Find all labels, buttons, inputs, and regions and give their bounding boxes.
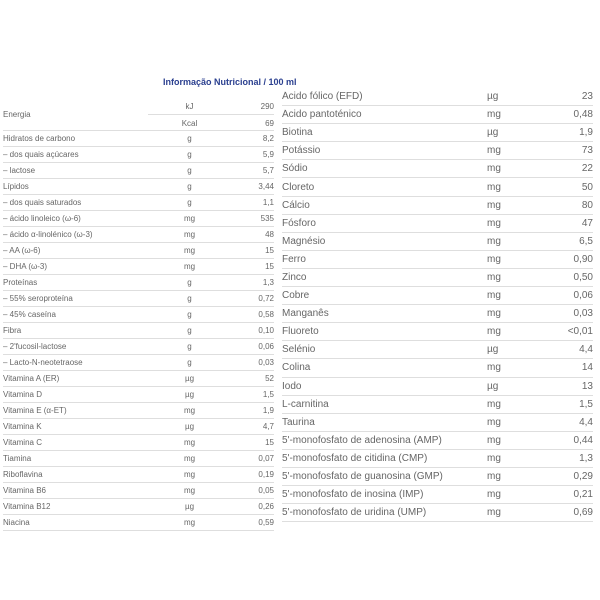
nutrient-value: 535 xyxy=(260,214,274,223)
table-row xyxy=(282,142,593,160)
table-title: Informação Nutricional / 100 ml xyxy=(163,77,297,87)
nutrient-value: 6,5 xyxy=(579,235,593,247)
nutrient-value: 0,21 xyxy=(573,489,593,501)
table-row xyxy=(3,403,274,419)
nutrient-unit: mg xyxy=(487,416,501,428)
right-rows xyxy=(282,88,593,522)
nutrient-value: 3,44 xyxy=(258,182,274,191)
nutrient-unit: mg xyxy=(487,217,501,229)
nutrient-unit: mg xyxy=(183,246,196,255)
table-row xyxy=(282,323,593,341)
nutrient-value: 47 xyxy=(581,217,593,229)
nutrient-label: 5'-monofosfato de inosina (IMP) xyxy=(282,489,424,501)
nutrient-label: Tiamina xyxy=(3,454,32,463)
nutrient-unit: mg xyxy=(487,434,501,446)
nutrient-unit: µg xyxy=(184,390,195,399)
table-row xyxy=(3,259,274,275)
nutrient-unit: g xyxy=(187,198,192,207)
energy-values xyxy=(148,99,274,130)
nutrient-value: 5,9 xyxy=(262,150,274,159)
nutrient-value: 0,48 xyxy=(573,109,593,121)
nutrient-unit: µg xyxy=(487,91,499,103)
table-row xyxy=(282,504,593,522)
table-row xyxy=(282,197,593,215)
nutrient-unit: mg xyxy=(183,470,196,479)
nutrient-value: 0,69 xyxy=(573,507,593,519)
nutrient-unit: mg xyxy=(487,489,501,501)
nutrient-label: Selénio xyxy=(282,344,316,356)
nutrient-value: 15 xyxy=(265,246,274,255)
nutrient-unit: mg xyxy=(183,518,196,527)
nutrient-value: <0,01 xyxy=(567,326,593,338)
energy-kj-row xyxy=(148,99,274,115)
nutrient-value: 1,9 xyxy=(579,127,593,139)
nutrient-value: 1,5 xyxy=(579,398,593,410)
nutrient-label: Vitamina B12 xyxy=(3,502,51,511)
table-row xyxy=(3,339,274,355)
energy-label: Energia xyxy=(3,110,31,119)
table-row xyxy=(282,251,593,269)
nutrient-label: 5'-monofosfato de adenosina (AMP) xyxy=(282,434,442,446)
nutrient-label: – dos quais açúcares xyxy=(3,150,79,159)
nutrient-unit: mg xyxy=(487,253,501,265)
nutrient-value: 1,9 xyxy=(262,406,274,415)
table-row xyxy=(282,396,593,414)
nutrient-label: – dos quais saturados xyxy=(3,198,82,207)
nutrient-unit: mg xyxy=(487,271,501,283)
nutrient-unit: mg xyxy=(487,326,501,338)
nutrient-value: 73 xyxy=(581,145,593,157)
nutrient-value: 1,5 xyxy=(262,390,274,399)
nutrient-unit: mg xyxy=(183,230,196,239)
nutrient-value: 15 xyxy=(265,438,274,447)
nutrient-unit: g xyxy=(187,278,192,287)
nutrient-unit: g xyxy=(187,150,192,159)
nutrient-label: Riboflavina xyxy=(3,470,43,479)
nutrient-value: 0,03 xyxy=(573,308,593,320)
nutrient-label: Sódio xyxy=(282,163,308,175)
nutrient-label: – DHA (ω-3) xyxy=(3,262,48,271)
table-row xyxy=(3,163,274,179)
nutrient-value: 0,26 xyxy=(258,502,274,511)
table-row xyxy=(282,215,593,233)
nutrient-value: 0,03 xyxy=(258,358,274,367)
nutrient-unit: µg xyxy=(184,422,195,431)
nutrient-value: 0,06 xyxy=(573,290,593,302)
nutrient-label: – Lacto-N-neotetraose xyxy=(3,358,83,367)
table-row xyxy=(3,371,274,387)
table-row xyxy=(3,291,274,307)
nutrient-label: Lípidos xyxy=(3,182,29,191)
nutrient-label: Vitamina D xyxy=(3,390,42,399)
nutrient-value: 50 xyxy=(581,181,593,193)
table-row xyxy=(3,307,274,323)
nutrient-label: Magnésio xyxy=(282,235,326,247)
nutrient-value: 0,29 xyxy=(573,471,593,483)
table-row xyxy=(282,378,593,396)
table-row xyxy=(282,486,593,504)
nutrient-unit: µg xyxy=(487,344,499,356)
table-row xyxy=(3,179,274,195)
nutrient-unit: g xyxy=(187,326,192,335)
table-row xyxy=(3,355,274,371)
table-row xyxy=(282,341,593,359)
nutrient-label: Iodo xyxy=(282,380,302,392)
nutrient-value: 23 xyxy=(581,91,593,103)
nutrient-label: 5'-monofosfato de guanosina (GMP) xyxy=(282,471,443,483)
nutrient-label: Vitamina K xyxy=(3,422,42,431)
table-row xyxy=(282,414,593,432)
table-row xyxy=(3,275,274,291)
nutrient-unit: mg xyxy=(487,145,501,157)
table-row xyxy=(282,178,593,196)
nutrient-label: 5'-monofosfato de citidina (CMP) xyxy=(282,452,428,464)
table-row xyxy=(282,124,593,142)
nutrient-unit: µg xyxy=(184,502,195,511)
nutrient-value: 14 xyxy=(581,362,593,374)
nutrient-label: Cobre xyxy=(282,290,310,302)
nutrient-unit: mg xyxy=(487,163,501,175)
nutrient-unit: g xyxy=(187,182,192,191)
energy-unit: Kcal xyxy=(181,118,198,128)
nutrient-unit: g xyxy=(187,134,192,143)
nutrient-unit: mg xyxy=(183,214,196,223)
nutrient-label: Colina xyxy=(282,362,311,374)
nutrient-value: 22 xyxy=(581,163,593,175)
table-row xyxy=(3,387,274,403)
nutrient-label: L-carnitina xyxy=(282,398,329,410)
nutrient-label: Ferro xyxy=(282,253,306,265)
nutrient-value: 4,4 xyxy=(579,416,593,428)
nutrient-value: 52 xyxy=(265,374,274,383)
table-row xyxy=(282,269,593,287)
nutrient-value: 0,05 xyxy=(258,486,274,495)
nutrient-value: 80 xyxy=(581,199,593,211)
nutrient-label: Fibra xyxy=(3,326,22,335)
nutrient-unit: mg xyxy=(183,438,196,447)
nutrient-unit: mg xyxy=(487,308,501,320)
nutrient-label: Cloreto xyxy=(282,181,315,193)
nutrient-label: Vitamina B6 xyxy=(3,486,46,495)
nutrient-unit: g xyxy=(187,342,192,351)
nutrient-unit: mg xyxy=(183,262,196,271)
nutrient-label: Zinco xyxy=(282,271,307,283)
table-row xyxy=(3,227,274,243)
nutrient-label: Fluoreto xyxy=(282,326,319,338)
nutrient-unit: g xyxy=(187,294,192,303)
nutrient-label: 5'-monofosfato de uridina (UMP) xyxy=(282,507,427,519)
nutrient-label: Biotina xyxy=(282,127,313,139)
energy-row xyxy=(3,99,274,131)
nutrient-unit: µg xyxy=(487,380,499,392)
nutrient-value: 48 xyxy=(265,230,274,239)
table-row xyxy=(282,468,593,486)
nutrient-value: 0,06 xyxy=(258,342,274,351)
nutrient-value: 0,59 xyxy=(258,518,274,527)
table-row xyxy=(282,450,593,468)
table-row xyxy=(3,243,274,259)
nutrient-label: Ácido pantoténico xyxy=(282,109,362,121)
nutrient-label: Fósforo xyxy=(282,217,316,229)
nutrition-table-right xyxy=(282,88,593,522)
nutrient-value: 0,72 xyxy=(258,294,274,303)
table-row xyxy=(3,499,274,515)
table-row xyxy=(282,287,593,305)
nutrient-label: Vitamina E (α-ET) xyxy=(3,406,67,415)
table-row xyxy=(282,160,593,178)
nutrient-unit: mg xyxy=(487,181,501,193)
table-row xyxy=(3,147,274,163)
nutrient-unit: µg xyxy=(487,127,499,139)
table-row xyxy=(282,88,593,106)
energy-value: 290 xyxy=(260,102,274,111)
table-row xyxy=(3,211,274,227)
table-row xyxy=(282,359,593,377)
nutrient-unit: mg xyxy=(487,471,501,483)
nutrient-unit: mg xyxy=(183,486,196,495)
nutrient-unit: mg xyxy=(487,398,501,410)
table-row xyxy=(282,233,593,251)
nutrient-value: 1,3 xyxy=(579,452,593,464)
nutrient-value: 0,10 xyxy=(258,326,274,335)
nutrient-unit: g xyxy=(187,166,192,175)
nutrient-label: Proteínas xyxy=(3,278,38,287)
nutrient-unit: g xyxy=(187,358,192,367)
nutrient-value: 13 xyxy=(581,380,593,392)
nutrient-unit: mg xyxy=(487,290,501,302)
nutrient-label: Niacina xyxy=(3,518,30,527)
nutrient-label: – ácido linoleico (ω-6) xyxy=(3,214,81,223)
nutrient-label: Ácido fólico (EFD) xyxy=(282,91,363,103)
nutrient-unit: mg xyxy=(487,235,501,247)
nutrient-unit: µg xyxy=(184,374,195,383)
nutrient-unit: mg xyxy=(183,454,196,463)
table-row xyxy=(3,451,274,467)
table-row xyxy=(282,432,593,450)
nutrient-label: – lactose xyxy=(3,166,36,175)
nutrient-unit: mg xyxy=(487,507,501,519)
nutrient-value: 8,2 xyxy=(262,134,274,143)
nutrient-label: Hidratos de carbono xyxy=(3,134,76,143)
table-row xyxy=(282,305,593,323)
nutrient-value: 0,07 xyxy=(258,454,274,463)
table-row xyxy=(3,419,274,435)
nutrient-value: 5,7 xyxy=(262,166,274,175)
nutrient-value: 1,1 xyxy=(262,198,274,207)
table-row xyxy=(3,467,274,483)
table-row xyxy=(282,106,593,124)
nutrient-label: – ácido α-linolénico (ω-3) xyxy=(3,230,93,239)
nutrient-label: Cálcio xyxy=(282,199,310,211)
table-row xyxy=(3,515,274,531)
table-row xyxy=(3,195,274,211)
table-row xyxy=(3,131,274,147)
nutrient-label: – 55% seroproteína xyxy=(3,294,73,303)
energy-kcal-row xyxy=(148,115,274,131)
nutrient-unit: g xyxy=(187,310,192,319)
left-rows xyxy=(3,131,274,531)
table-row xyxy=(3,323,274,339)
nutrient-value: 0,19 xyxy=(258,470,274,479)
table-row xyxy=(3,483,274,499)
nutrient-unit: mg xyxy=(487,109,501,121)
nutrient-value: 0,90 xyxy=(573,253,593,265)
nutrient-label: – 2'fucosil-lactose xyxy=(3,342,67,351)
energy-unit: kJ xyxy=(185,102,194,111)
nutrient-value: 15 xyxy=(265,262,274,271)
nutrient-value: 0,50 xyxy=(573,271,593,283)
nutrient-unit: mg xyxy=(487,199,501,211)
energy-value: 69 xyxy=(265,118,274,128)
nutrient-label: Vitamina C xyxy=(3,438,42,447)
nutrient-label: – AA (ω-6) xyxy=(3,246,41,255)
nutrient-value: 4,7 xyxy=(262,422,274,431)
nutrient-value: 0,44 xyxy=(573,434,593,446)
nutrient-value: 1,3 xyxy=(262,278,274,287)
nutrient-value: 4,4 xyxy=(579,344,593,356)
nutrient-value: 0,58 xyxy=(258,310,274,319)
nutrient-unit: mg xyxy=(487,452,501,464)
nutrition-table-left xyxy=(3,99,274,531)
nutrient-label: Vitamina A (ER) xyxy=(3,374,60,383)
nutrient-label: – 45% caseína xyxy=(3,310,56,319)
nutrient-label: Taurina xyxy=(282,416,315,428)
nutrient-label: Potássio xyxy=(282,145,321,157)
nutrient-unit: mg xyxy=(487,362,501,374)
table-row xyxy=(3,435,274,451)
nutrient-label: Manganês xyxy=(282,308,329,320)
nutrient-unit: mg xyxy=(183,406,196,415)
